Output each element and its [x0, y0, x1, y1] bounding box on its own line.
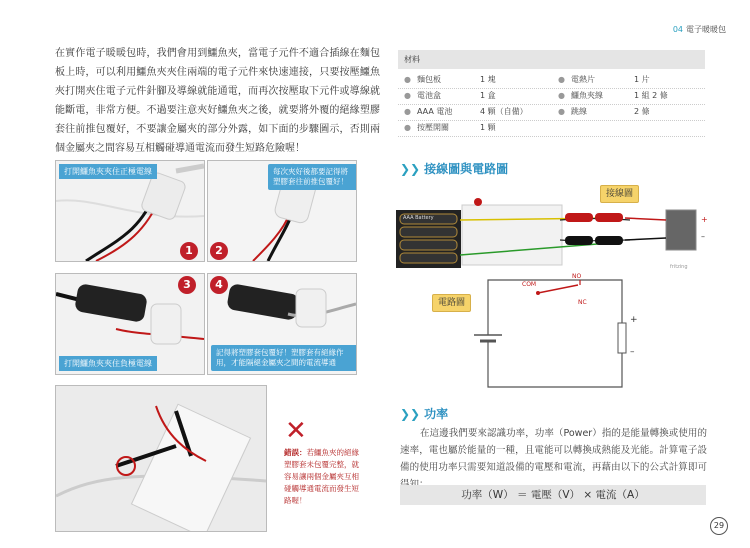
- wrong-mark-icon: ✕: [285, 416, 307, 446]
- material-qty: 2 條: [634, 107, 650, 116]
- power-paragraph: 在這邊我們要來認識功率，功率（Power）指的是能量轉換或使用的速率，電也屬於能量的一種，且電能可以轉換成熱能及光能。計算電子設備的使用功率只需要知道設備的電壓和電流，再藉由以下的公式計算即可: [400, 428, 707, 473]
- battery-label: AAA Battery: [403, 215, 434, 221]
- photo-2-bubble: 每次夾好後都要記得將塑膠套往前推包覆好！: [268, 164, 357, 190]
- step-1-badge: 1: [180, 242, 198, 260]
- warning-text: [284, 447, 362, 507]
- photo-4-bubble: 記得將塑膠套包覆好！塑膠套有絕緣作用，才能隔絕金屬夾之間的電流導通: [211, 345, 357, 371]
- wiring-minus: –: [701, 232, 705, 241]
- material-item: 跳線: [570, 107, 587, 116]
- step-photo-2: [207, 160, 357, 262]
- circuit-diagram: [430, 273, 638, 393]
- chapter-header: [673, 24, 726, 35]
- material-qty: 1 顆: [480, 123, 496, 132]
- material-qty: 1 塊: [480, 75, 496, 84]
- circuit-plus: +: [630, 315, 638, 325]
- step-photo-4: [207, 273, 357, 375]
- breadboard-photo: [56, 386, 266, 531]
- materials-table: ● 麵包板 ● 電池盒 ● AAA 電池 ● 按壓開關 1 塊 1 盒 4 顆（自備） 1 顆 ● 電熱片 ● 鱷魚夾線 ● 跳線 1 片 1 組 2 條 2 條: [398, 70, 705, 142]
- material-qty: 1 組 2 條: [634, 91, 668, 100]
- wrong-example-photo: [55, 385, 267, 532]
- chapter-title: 電子暖暖包: [686, 25, 726, 34]
- step-4-badge: 4: [210, 276, 228, 294]
- material-item: 麵包板: [416, 75, 441, 84]
- wiring-plus: +: [701, 215, 708, 224]
- wiring-diagram: [390, 180, 710, 275]
- warning-label: 錯誤：: [284, 448, 307, 457]
- power-formula: 功率（W） ＝ 電壓（V） × 電流（A）: [400, 485, 706, 505]
- circuit-diagram-svg: [430, 275, 630, 393]
- circuit-tag: 電路圖: [432, 294, 471, 312]
- material-item: 電熱片: [570, 75, 595, 84]
- step-3-badge: 3: [178, 276, 196, 294]
- nc-label: NC: [578, 299, 587, 306]
- intro-paragraph: 在實作電子暖暖包時，我們會用到鱷魚夾，當電子元件不適合插線在麵包板上時，可以利用鱷魚夾夾住兩端的電子元件來快速連接，只要按壓鱷魚夾打開夾住電子元件針腳及導線就能通電，而再次按壓取下元件或導線就能斷電，非常方便。不過要注意夾好鱷魚夾之後，就要將外覆的絕緣塑膠套往前推包覆好，不要讓金屬夾的部分外露，如下面的步驟圖示，否則兩個金屬夾之間容易互相觸碰導通電流而發生短路危險喔！: [55, 48, 380, 154]
- section-arrow-icon: ❯❯: [400, 162, 421, 176]
- material-item: 按壓開關: [416, 123, 449, 132]
- material-item: 電池盒: [416, 91, 441, 100]
- photo-3-label: 打開鱷魚夾夾住負極電線: [59, 356, 157, 371]
- warning-body: 若鱷魚夾的絕緣塑膠套未包覆完整，就容易讓兩個金屬夾互相碰觸導通電流而發生短路喔！: [284, 448, 359, 505]
- materials-title: 材料: [398, 50, 705, 69]
- power-section-title: ❯❯ 功率: [400, 407, 449, 421]
- material-qty: 1 盒: [480, 91, 496, 100]
- wiring-tag: 接線圖: [600, 185, 639, 203]
- step-2-badge: 2: [210, 242, 228, 260]
- chapter-number: 04: [672, 25, 683, 34]
- material-qty: 1 片: [634, 75, 650, 84]
- com-label: COM: [522, 281, 537, 288]
- circuit-minus: –: [630, 347, 635, 357]
- wiring-diagram-svg: [390, 180, 710, 275]
- material-item: 鱷魚夾線: [570, 91, 603, 100]
- page-number: 29: [710, 517, 728, 535]
- photo-1-label: 打開鱷魚夾夾住正極電線: [59, 164, 157, 179]
- wiring-section-title: ❯❯ 接線圖與電路圖: [400, 162, 509, 176]
- no-label: NO: [572, 273, 582, 280]
- material-item: AAA 電池: [416, 107, 453, 116]
- fritzing-credit: fritzing: [670, 264, 688, 270]
- section-arrow-icon: ❯❯: [400, 407, 421, 421]
- material-qty: 4 顆（自備）: [480, 107, 528, 116]
